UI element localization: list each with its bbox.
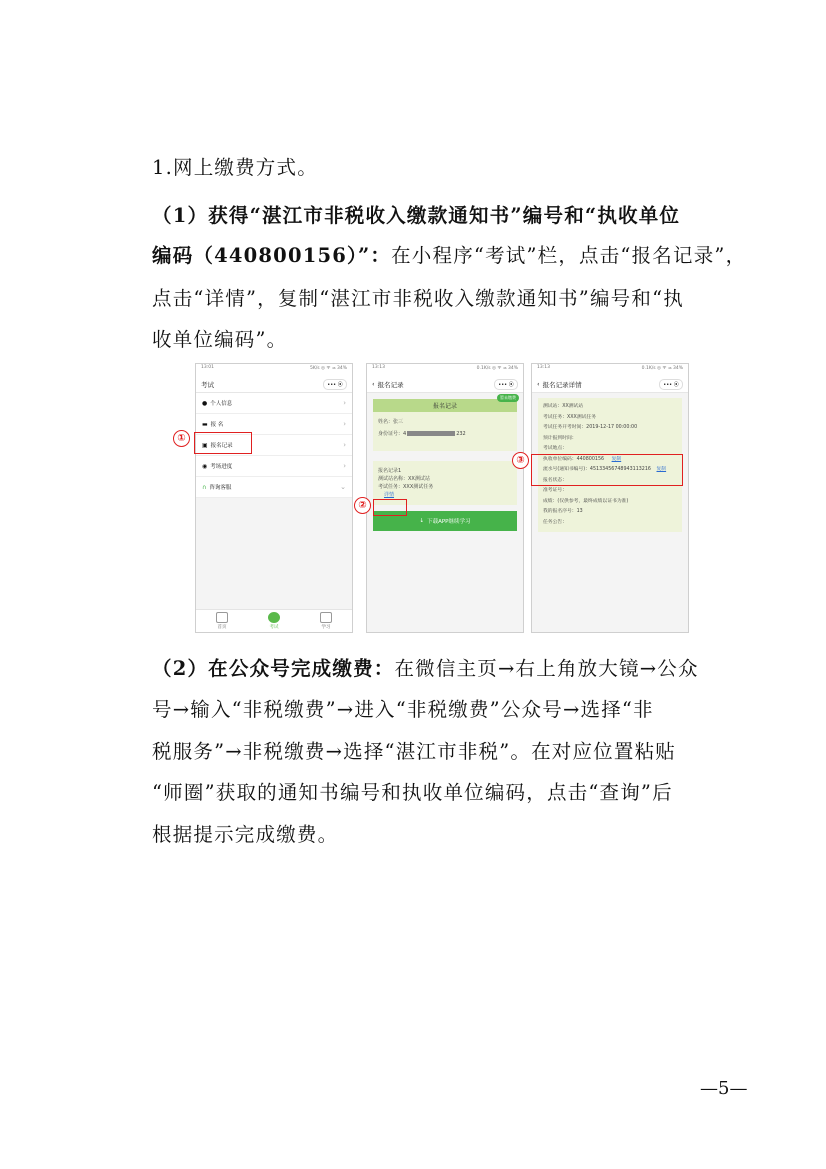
- screen-record-detail: [531, 363, 689, 633]
- status-time: 13:13: [372, 365, 385, 370]
- book-icon: [320, 612, 332, 623]
- chevron-down-icon: ⌄: [340, 483, 346, 491]
- detail-line: 成绩：(仅供参考，最终成绩以证书为准): [543, 498, 629, 504]
- record-title: 报名记录1: [378, 468, 402, 474]
- capsule-menu[interactable]: ••• ⦿: [659, 379, 683, 390]
- status-icons: 0.1K/s ◎ ᯤ ₄₆ 34%: [641, 366, 683, 371]
- status-icons: 0.1K/s ◎ ᯤ ₄₆ 34%: [476, 366, 518, 371]
- section-heading: 1.网上缴费方式。: [152, 156, 318, 179]
- nav-bar: [532, 376, 688, 393]
- step2-line-b: 号→输入“非税缴费”→进入“非税缴费”公众号→选择“非: [152, 698, 654, 721]
- name-line: 姓名：张三: [378, 419, 404, 425]
- status-time: 13:01: [201, 365, 214, 370]
- id-mask: [407, 431, 455, 436]
- marker-3: ③: [512, 452, 529, 469]
- id-line: [373, 425, 517, 437]
- screen-title: 报名记录: [377, 380, 404, 389]
- record-site: 测试站名称：XX测试站: [378, 476, 430, 482]
- back-icon[interactable]: ‹: [372, 380, 375, 388]
- detail-line: 我的报名序号：13: [543, 509, 583, 514]
- detail-line: 考试任务开考时间：2019-12-17 00:00:00: [543, 425, 638, 430]
- screen-title: 考试: [201, 380, 214, 389]
- status-badge: 暂未缴费: [497, 394, 519, 402]
- highlight-box-2: [373, 499, 407, 516]
- back-icon[interactable]: ‹: [537, 380, 540, 388]
- menu-label: 报 名: [210, 422, 224, 428]
- menu-customer-service[interactable]: [196, 477, 352, 498]
- document-icon: ▣: [202, 441, 208, 449]
- copy-unit-code-link[interactable]: 复制: [611, 456, 622, 462]
- screen-title: 报名记录详情: [542, 380, 582, 389]
- detail-line: 考试地点：: [543, 446, 567, 451]
- step1-line-b: [152, 240, 748, 272]
- chevron-right-icon: ›: [343, 420, 346, 428]
- capsule-menu[interactable]: ••• ⦿: [494, 379, 518, 390]
- step1-line-c: 点击“详情”，复制“湛江市非税收入缴款通知书”编号和“执: [152, 287, 684, 310]
- step1-line-d: 收单位编码”。: [152, 328, 288, 351]
- capsule-menu[interactable]: ••• ⦿: [323, 379, 347, 390]
- screenshot-row: [0, 363, 826, 635]
- menu-label: 考场进度: [210, 464, 233, 470]
- exam-icon: [268, 612, 280, 623]
- detail-line: 报名状态：: [543, 477, 567, 483]
- menu-label: 报名记录: [210, 443, 233, 449]
- download-label: 下载APP继续学习: [427, 519, 471, 525]
- screen-exam: [195, 363, 353, 633]
- detail-link[interactable]: 详情: [384, 492, 395, 498]
- status-time: 13:13: [537, 365, 550, 370]
- tab-home[interactable]: [216, 612, 228, 630]
- tab-bar: [196, 609, 352, 632]
- step2-line-c: 税服务”→非税缴费→选择“湛江市非税”。在对应位置粘贴: [152, 740, 676, 763]
- page-number: —5—: [700, 1078, 748, 1099]
- step1-bold-b: 编码（440800156）”：: [152, 244, 392, 267]
- chevron-right-icon: ›: [343, 462, 346, 470]
- detail-line: 测试站：XX测试站: [543, 404, 584, 409]
- id-suffix: 232: [456, 430, 466, 437]
- copy-notice-number-link[interactable]: 复制: [656, 467, 667, 472]
- unit-code: 执收单位编码：440800156: [543, 456, 605, 462]
- nav-bar: [367, 376, 523, 393]
- chevron-right-icon: ›: [343, 441, 346, 449]
- step2-bold: （2）在公众号完成缴费：: [152, 657, 395, 680]
- step1-bold-a: （1）获得“湛江市非税收入缴款通知书”编号和“执收单位: [152, 204, 681, 227]
- notice-number: 流水号(通知书编号)：45133456748943113216: [543, 467, 651, 472]
- marker-2: ②: [354, 497, 371, 514]
- card-icon: ▬: [202, 420, 208, 428]
- step2-line-a: [152, 653, 748, 685]
- person-icon: ●: [202, 399, 208, 407]
- step1-rest-b: 在小程序“考试”栏，点击“报名记录”，: [391, 244, 747, 267]
- highlight-box-3: [531, 454, 683, 486]
- menu-personal-info[interactable]: [196, 393, 352, 414]
- chevron-right-icon: ›: [343, 399, 346, 407]
- step2-line-d: “师圈”获取的通知书编号和执收单位编码，点击“查询”后: [152, 781, 673, 804]
- status-bar: [196, 364, 352, 376]
- status-icons: 5K/s ◎ ᯤ ₄₆ 34%: [309, 366, 347, 371]
- headset-icon: ∩: [202, 483, 207, 491]
- card-title: 报名记录: [373, 399, 517, 412]
- tab-study[interactable]: [320, 612, 332, 630]
- candidate-card: [373, 399, 517, 451]
- step1-line-a: [152, 200, 748, 232]
- highlight-box-1: [194, 432, 252, 454]
- step2-line-e: 根据提示完成缴费。: [152, 823, 339, 846]
- detail-line: 预计报到时间：: [543, 435, 577, 441]
- tab-exam[interactable]: [268, 612, 280, 630]
- home-icon: [216, 612, 228, 623]
- screen-register-records: [366, 363, 524, 633]
- tab-label: 考试: [269, 625, 279, 630]
- status-bar: [532, 364, 688, 376]
- record-task: 考试任务：XXX测试任务: [378, 484, 434, 490]
- menu-label: 个人信息: [210, 401, 233, 407]
- detail-line: 任务公告：: [543, 519, 567, 525]
- download-icon: ↓: [419, 518, 425, 524]
- status-bar: [367, 364, 523, 376]
- tab-label: 首页: [217, 625, 227, 630]
- step2-rest-a: 在微信主页→右上角放大镜→公众: [394, 657, 699, 680]
- marker-1: ①: [173, 430, 190, 447]
- clock-icon: ◉: [202, 462, 208, 470]
- menu-label: 咨询客服: [209, 485, 232, 491]
- id-prefix: 身份证号：4: [378, 431, 407, 437]
- nav-bar: [196, 376, 352, 393]
- tab-label: 学习: [321, 625, 331, 630]
- menu-exam-progress[interactable]: [196, 456, 352, 477]
- detail-line: 准考证号：: [543, 488, 567, 493]
- detail-line: 考试任务：XXX测试任务: [543, 414, 597, 420]
